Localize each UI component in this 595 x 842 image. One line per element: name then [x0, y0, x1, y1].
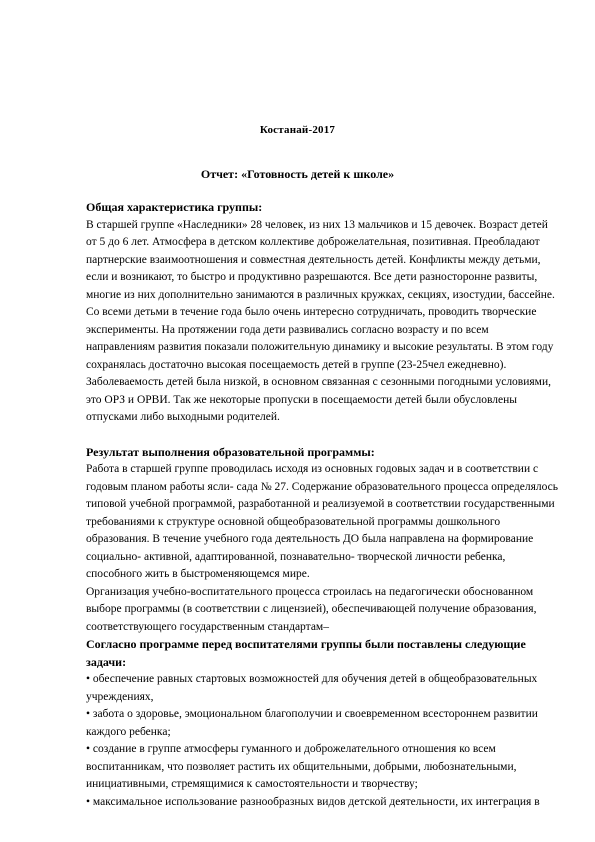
section-heading-tasks: Согласно программе перед воспитателями группы были поставлены следующие задачи: — [86, 637, 526, 669]
report-title: Отчет: «Готовность детей к школе» — [200, 167, 395, 181]
section-heading-program-results: Результат выполнения образовательной программы: — [86, 444, 375, 459]
group-characteristics-text: В старшей группе «Наследники» 28 человек, из них 13 мальчиков и 15 девочек. Возраст детей от 5 до 6 лет. Атмосфера в детском коллективе доброжелательная, позитивная. Преобладают партнерские взаимоотношения и совместная деятельность детей. Конфликты между детьми, если и возникают, то быстро и продуктивно разрешаются. Все дети разносторонне развиты, многие из них дополнительно занимаются в различных кружках, секциях, изостудии, бассейне. Со всеми детьми в течение года было очень интересно сотрудничать, проводить творческие эксперименты. На протяжении года дети развивались согласно возрасту и по всем направлениям развития показали положительную динамику и высокие результаты. В этом году сохранялась достаточно высокая посещаемость детей в группе (23-25чел ежедневно). Заболеваемость детей была низкой, в основном связанная с сезонными погодными условиями, это ОРЗ и ОРВИ. Так же некоторые пропуски в посещаемости детей были обусловлены отпусками либо выходными родителей. — [86, 218, 555, 423]
program-organization-text: Организация учебно-воспитательного процесса строилась на педагогически обоснованном выборе программы (в соответствии с лицензией), обеспечивающей получение образования, соответствующего государственным стандартам– — [86, 585, 537, 633]
document-city-year: Костанай-2017 — [259, 124, 336, 136]
paragraph-spacer — [86, 427, 558, 444]
task-list-item: • максимальное использование разнообразных видов детской деятельности, их интеграция в — [86, 795, 540, 808]
section-heading-group-characteristics: Общая характеристика группы: — [86, 200, 263, 214]
program-results-text: Работа в старшей группе проводилась исходя из основных годовых задач и в соответствии с годовым планом работы ясли- сада № 27. Содержание образовательного процесса определялось типовой учебной программой, разработанной и реализуемой в соответствии государственными требованиями к структуре основной общеобразовательной программы дошкольного образования. В течение учебного года деятельность ДО была направлена на формирование социально- активной, адаптированной, познавательно- творческой личности ребенка, способного жить в быстроменяющемся мире. — [86, 463, 559, 580]
task-list-item: • забота о здоровье, эмоциональном благополучии и своевременном всестороннем развитии каждого ребенка; — [86, 708, 538, 738]
document-body — [86, 199, 558, 811]
task-list-item: • обеспечение равных стартовых возможностей для обучения детей в общеобразовательных учреждениях, — [86, 673, 538, 703]
task-list-item: • создание в группе атмосферы гуманного и доброжелательного отношения ко всем воспитанникам, что позволяет растить их общительными, добрыми, любознательными, инициативными, стремящимися к самостоятельности и творчеству; — [86, 743, 517, 790]
